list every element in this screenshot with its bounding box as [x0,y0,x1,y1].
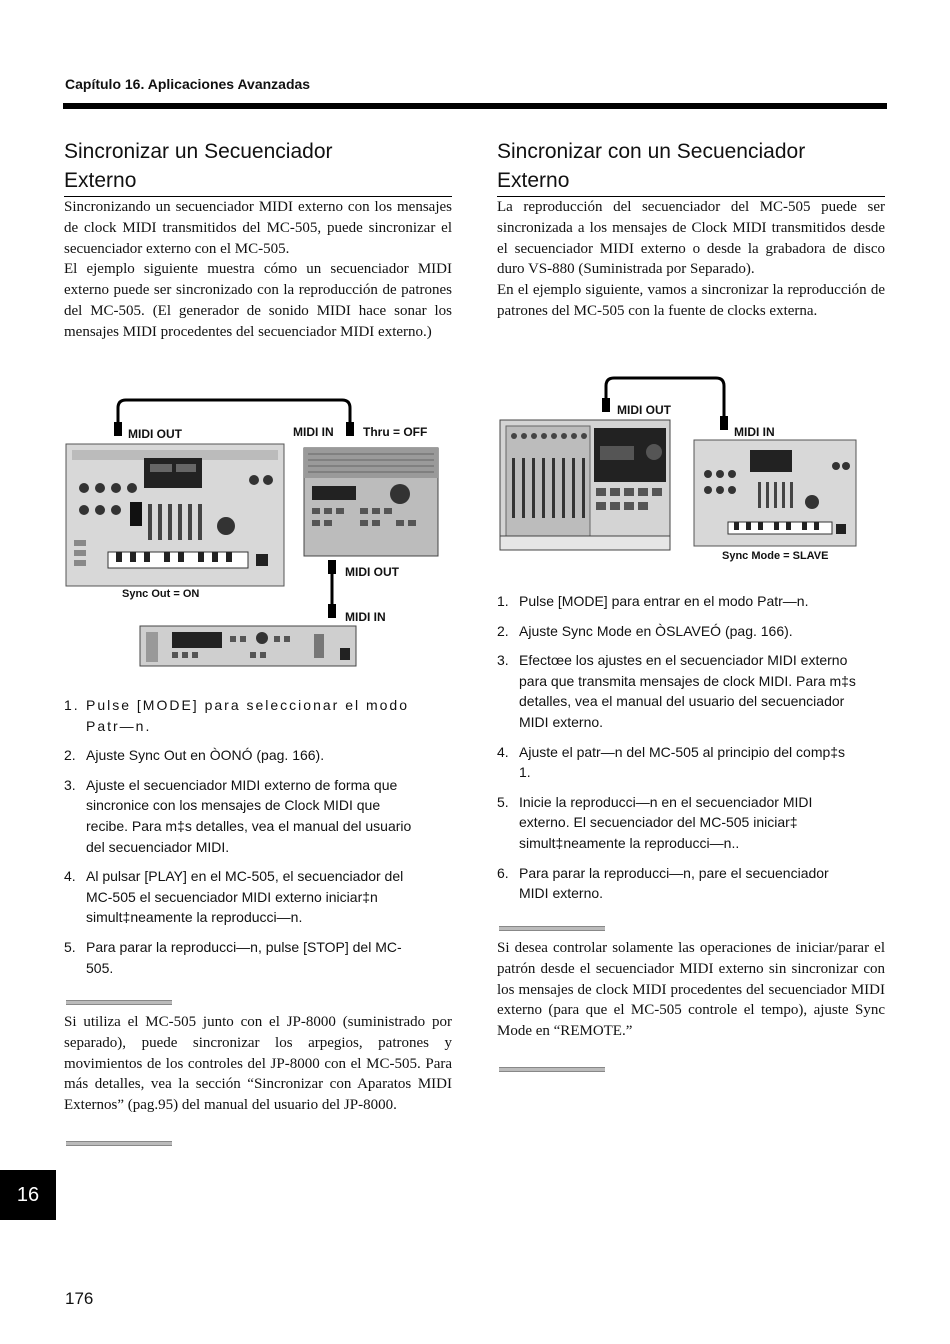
right-title-line2: Externo [497,169,570,192]
list-item: 3. Efectœe los ajustes en el secuenciador MIDI externo para que transmita mensajes de clock MIDI. Para m‡s detalles, vea el manual del usuario del secuenciador MIDI externo. [497,652,856,730]
left-diagram [60,392,450,674]
page-number: 176 [65,1289,94,1308]
left-title-line2: Externo [64,169,137,192]
left-para-2: El ejemplo siguiente muestra cómo un secuenciador MIDI externo puede ser sincronizado con la reproducción de patrones del MC-505. (El generador de sonido MIDI hace sonar los mensajes MIDI procedentes del secuenciador MIDI externo.) [64,261,452,340]
list-item: 4. Ajuste el patr—n del MC-505 al principio del comp‡s 1. [497,743,846,781]
note-top-divider [499,926,605,931]
list-item: 5. Inicie la reproducci—n en el secuenciador MIDI externo. El secuenciador del MC-505 iniciar‡ simult‡neamente la reproducci—n.. [497,793,813,851]
label-midi-in-2: MIDI IN [345,610,386,624]
chapter-tab: 16 [0,1170,56,1220]
left-section-title [64,137,452,197]
label-midi-in: MIDI IN [734,425,775,439]
chapter-heading: Capítulo 16. Aplicaciones Avanzadas [65,76,311,92]
right-para-2: En el ejemplo siguiente, vamos a sincronizar la reproducción de patrones del MC-505 con la fuente de clocks externa. [497,282,885,319]
list-item: 1. Pulse [MODE] para entrar en el modo Patr—n. [497,593,809,609]
note-bottom-divider [66,1141,172,1146]
list-item: 2. Ajuste Sync Mode en ÒSLAVEÓ (pag. 166). [497,622,793,639]
left-title-line1: Sincronizar un Secuenciador [64,140,333,163]
list-item: 2. Ajuste Sync Out en ÒONÓ (pag. 166). [64,747,325,764]
note-top-divider [66,1000,172,1005]
right-steps-list [497,591,859,904]
list-item: 4. Al pulsar [PLAY] en el MC-505, el secuenciador del MC-505 el secuenciador MIDI externo iniciar‡n simult‡neamente la reproducci—n. [64,868,404,926]
right-para-1: La reproducción del secuenciador del MC-505 puede ser sincronizada a los mensajes de Clock MIDI transmitidos desde el secuenciador MIDI externo o desde la grabadora de disco duro VS-880 (Suministrada por Separado). [497,199,885,278]
left-para-1: Sincronizando un secuenciador MIDI externo con los mensajes de clock MIDI transmitidos del MC-505, puede sincronizar el secuenciador externo con el MC-505. [64,199,452,257]
sync-diagram-illustration [496,370,866,570]
label-sync-mode: Sync Mode = SLAVE [722,550,829,562]
right-diagram [496,370,866,570]
right-note: Si desea controlar solamente las operaciones de iniciar/parar el patrón desde el secuenciador MIDI externo sin sincronizar con los mensajes de clock MIDI procedentes del secuenciador MIDI externo (para que el MC-505 controle el tempo), ajuste Sync Mode en “REMOTE.” [497,940,885,1040]
label-midi-out: MIDI OUT [617,403,671,417]
label-midi-out-2: MIDI OUT [345,565,399,579]
right-section-title [497,137,885,197]
list-item: 3. Ajuste el secuenciador MIDI externo de forma que sincronice con los mensajes de Clock MIDI que recibe. Para m‡s detalles, vea el manual del usuario del secuenciador MIDI. [64,776,412,855]
left-note: Si utiliza el MC-505 junto con el JP-8000 (suministrado por separado), puede sincronizar los arpegios, patrones y movimientos de los controles del JP-8000 con el MC-505. Para más detalles, vea la sección “Sincronizar con Aparatos MIDI Externos” (pag.95) del manual del usuario del JP-8000. [64,1014,452,1114]
right-intro [497,197,885,322]
left-intro [64,197,452,343]
header-rule [63,103,887,109]
label-thru-off: Thru = OFF [363,425,428,439]
label-midi-out: MIDI OUT [128,427,182,441]
right-title-line1: Sincronizar con un Secuenciador [497,140,806,163]
left-steps-list [64,695,426,978]
label-midi-in: MIDI IN [293,425,334,439]
list-item: 1. Pulse [MODE] para seleccionar el modo Patr—n. [64,697,409,734]
note-bottom-divider [499,1067,605,1072]
label-sync-out: Sync Out = ON [122,588,200,600]
list-item: 6. Para parar la reproducci—n, pare el secuenciador MIDI externo. [497,864,829,902]
list-item: 5. Para parar la reproducci—n, pulse [STOP] del MC-505. [64,938,402,976]
